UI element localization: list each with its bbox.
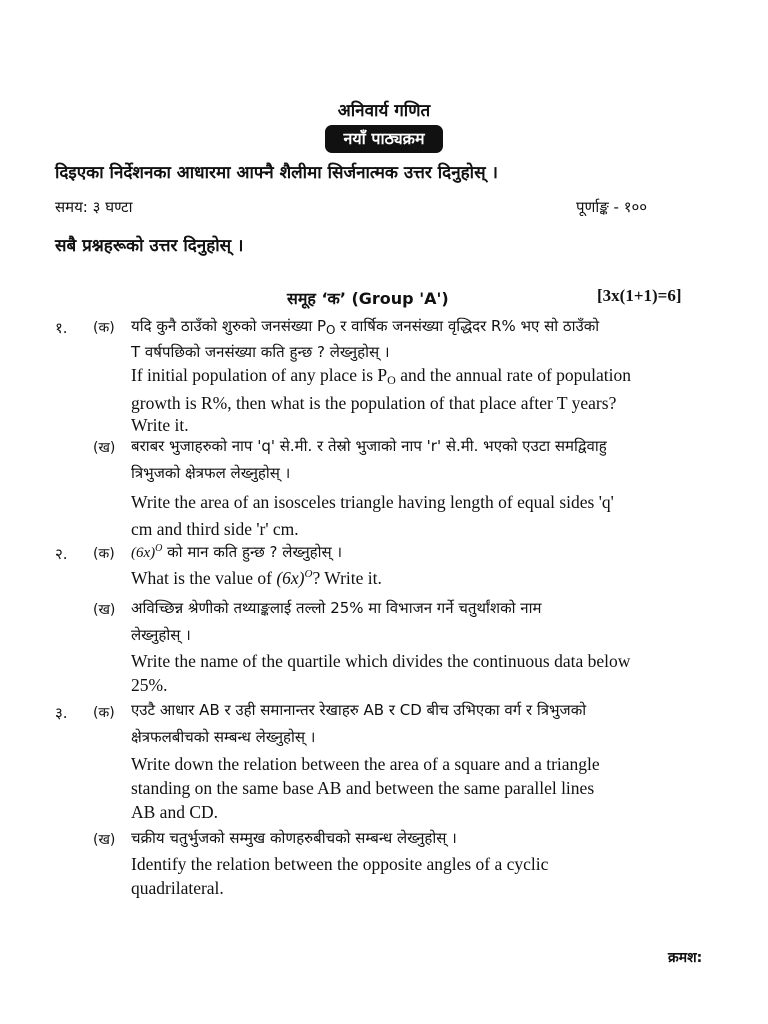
sub-question-label: (क) [93,320,115,336]
question-text-nepali: अविच्छिन्न श्रेणीको तथ्याङ्कलाई तल्लो 25% मा विभाजन गर्ने चतुर्थांशको नाम [131,599,542,617]
question-text-nepali: T वर्षपछिको जनसंख्या कति हुन्छ ? लेख्नुहोस् । [131,343,390,361]
question-text-nepali: लेख्नुहोस् । [131,626,191,644]
full-marks: पूर्णाङ्क - १०० [576,198,648,216]
sub-question-label: (ख) [93,440,116,456]
sub-question-label: (ख) [93,602,116,618]
sub-question-label: (क) [93,546,115,562]
answer-all-instruction: सबै प्रश्नहरूको उत्तर दिनुहोस् । [55,236,244,256]
question-text-nepali: एउटै आधार AB र उही समानान्तर रेखाहरु AB र CD बीच उभिएका वर्ग र त्रिभुजको [131,701,587,719]
question-number: १. [55,319,68,337]
question-text-english: Write the name of the quartile which divides the continuous data below 25%. [131,651,631,695]
paper-title: अनिवार्य गणित [337,101,431,121]
group-marks: [3x(1+1)=6] [597,286,682,305]
time-allowed: समय: ३ घण्टा [55,198,133,216]
general-instruction: दिइएका निर्देशनका आधारमा आफ्नै शैलीमा सिर्जनात्मक उत्तर दिनुहोस् । [55,163,498,183]
question-text-nepali: बराबर भुजाहरुको नाप 'q' से.मी. र तेस्रो भुजाको नाप 'r' से.मी. भएको एउटा समद्विवाहु [131,437,607,455]
question-text-nepali: क्षेत्रफलबीचको सम्बन्ध लेख्नुहोस् । [131,728,316,746]
question-text-english: Write the area of an isosceles triangle having length of equal sides 'q' cm and third side 'r' cm. [131,492,614,539]
question-number: ३. [55,704,68,722]
group-heading: समूह ‘क’ (Group 'A') [287,289,449,308]
question-text-english: Write down the relation between the area of a square and a triangle standing on the same base AB and between the same parallel lines AB and CD. [131,754,600,822]
sub-question-label: (क) [93,705,115,721]
question-text-english: If initial population of any place is PO and the annual rate of population growth is R%, then what is the population of that place after T years? Write it. [131,365,632,435]
continued-label: क्रमश: [668,950,703,966]
question-number: २. [55,545,68,563]
question-text-english: Identify the relation between the opposite angles of a cyclic quadrilateral. [131,854,549,898]
sub-question-label: (ख) [93,832,116,848]
question-text-nepali: $(6x)^O$ को मान कति हुन्छ ? लेख्नुहोस् । [131,543,343,561]
curriculum-badge-row [0,125,768,153]
question-text-nepali: त्रिभुजको क्षेत्रफल लेख्नुहोस् । [131,464,291,482]
question-text-nepali: यदि कुनै ठाउँको शुरुको जनसंख्या $P_O$ र वार्षिक जनसंख्या वृद्धिदर R% भए सो ठाउँको [131,317,600,337]
curriculum-badge: नयाँ पाठ्यक्रम [325,125,442,153]
question-text-nepali: चक्रीय चतुर्भुजको सम्मुख कोणहरुबीचको सम्बन्ध लेख्नुहोस् । [131,829,457,847]
question-text-english: What is the value of $(6x)^O$? Write it. [131,568,382,588]
